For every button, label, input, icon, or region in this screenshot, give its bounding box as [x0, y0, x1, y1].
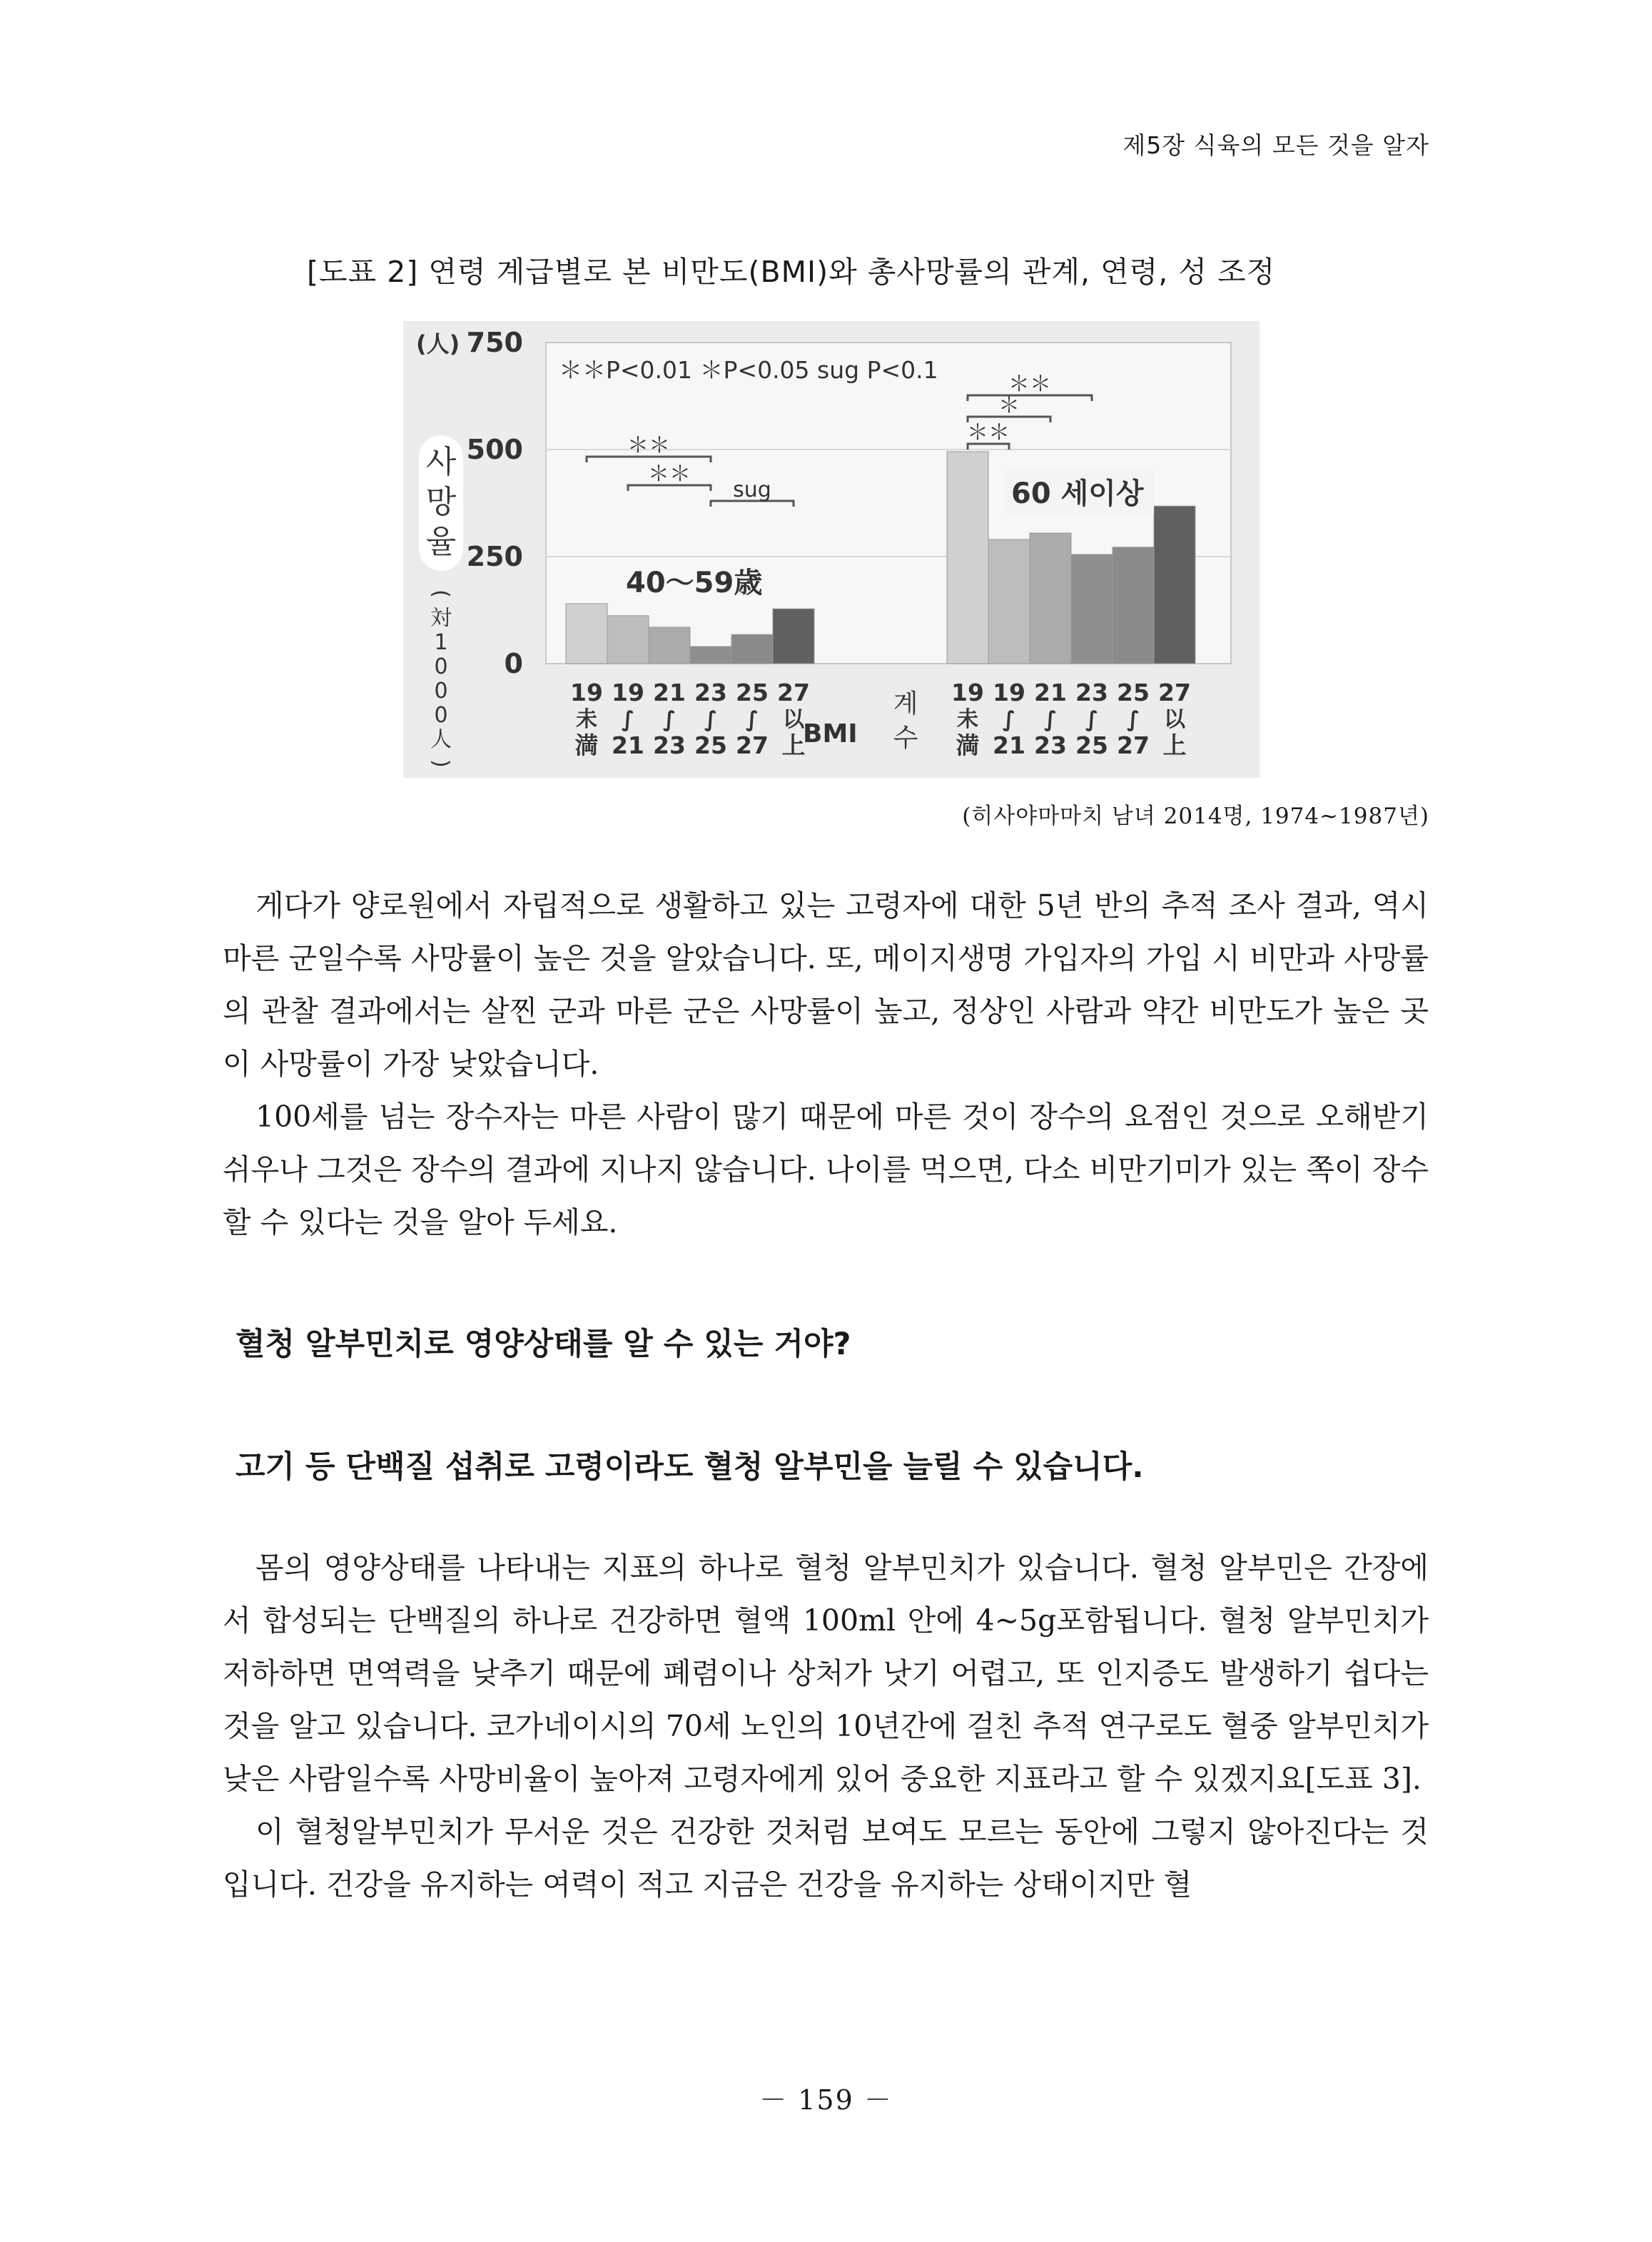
- x-tick-label: 未: [576, 707, 597, 732]
- x-axis-label: BMI: [803, 719, 858, 749]
- y-axis-label-char: 율: [425, 524, 457, 560]
- paragraph: 100세를 넘는 장수자는 마른 사람이 많기 때문에 마른 것이 장수의 요점인 것으로 오해받기 쉬우나 그것은 장수의 결과에 지나지 않습니다. 나이를 먹으면, 다소 비만기미가 있는 쪽이 장수할 수 있다는 것을 알아 두세요.: [223, 1100, 1429, 1239]
- x-tick-label: ∫: [1002, 707, 1016, 732]
- bar: [947, 452, 988, 664]
- y-tick-label: 250: [466, 541, 523, 572]
- bar: [607, 616, 649, 664]
- significance-label: ＊＊: [967, 420, 1010, 445]
- x-tick-label: 未: [957, 707, 978, 732]
- significance-label: ＊: [998, 393, 1020, 418]
- group-label: 60 세이상: [1011, 477, 1144, 510]
- significance-label: ＊＊: [648, 462, 691, 487]
- bar: [1030, 533, 1071, 664]
- y-axis-label-char: 사: [425, 444, 457, 480]
- x-tick-label: 以: [783, 707, 804, 732]
- figure-source: (히사야마마치 남녀 2014명, 1974~1987년): [962, 803, 1429, 829]
- x-tick-label: 27: [1158, 679, 1191, 706]
- x-tick-label: 25: [736, 679, 769, 706]
- x-tick-label: ∫: [1085, 707, 1099, 732]
- x-tick-label: ∫: [621, 707, 635, 732]
- significance-label: ＊＊: [1008, 372, 1051, 397]
- x-tick-label: 満: [574, 731, 599, 759]
- x-tick-label: 19: [570, 679, 603, 706]
- section-question-heading: 혈청 알부민치로 영양상태를 알 수 있는 거야?: [235, 1327, 851, 1362]
- y-axis-label-char: 망: [425, 484, 457, 520]
- bmi-mortality-chart: [403, 321, 1260, 778]
- y-axis-sublabel-char: 対: [430, 606, 452, 631]
- y-axis-sublabel-char: 1: [434, 630, 448, 655]
- bar: [1071, 554, 1113, 664]
- x-tick-label: 25: [1117, 679, 1150, 706]
- figure-caption: [도표 2] 연령 계급별로 본 비만도(BMI)와 총사망률의 관계, 연령, 성 조정: [307, 255, 1276, 289]
- section-answer-heading: 고기 등 단백질 섭취로 고령이라도 혈청 알부민을 늘릴 수 있습니다.: [235, 1449, 1144, 1485]
- y-axis-sublabel-char: ): [428, 759, 453, 768]
- bar: [773, 609, 814, 664]
- x-tick-label: 27: [1117, 731, 1150, 759]
- bar: [1113, 547, 1154, 664]
- x-tick-label: 19: [993, 679, 1025, 706]
- x-tick-label: 25: [1075, 731, 1108, 759]
- x-tick-label: 23: [1034, 731, 1067, 759]
- x-tick-label: 上: [1162, 731, 1187, 759]
- legend-significance: ＊＊P<0.01 ＊P<0.05 sug P<0.1: [559, 356, 938, 384]
- x-tick-label: 25: [694, 731, 727, 759]
- x-tick-label: 21: [612, 731, 644, 759]
- y-axis-sublabel-char: 0: [434, 703, 448, 728]
- x-tick-label: 27: [736, 731, 769, 759]
- chapter-header: 제5장 식육의 모든 것을 알자: [1123, 131, 1429, 159]
- x-tick-label: 19: [951, 679, 984, 706]
- y-axis-sublabel-char: 0: [434, 679, 448, 704]
- x-tick-label: 23: [1075, 679, 1108, 706]
- x-tick-label: 21: [1034, 679, 1067, 706]
- y-tick-label: 750: [466, 327, 523, 358]
- y-axis-sublabel-char: (: [428, 589, 453, 598]
- paragraph: 몸의 영양상태를 나타내는 지표의 하나로 혈청 알부민치가 있습니다. 혈청 알부민은 간장에서 합성되는 단백질의 하나로 건강하면 혈액 100ml 안에 4~5g포함됩니다. 혈청 알부민치가 저하하면 면역력을 낮추기 때문에 폐렴이나 상처가 낫기 어렵고, 또 인지증도 발생하기 쉽다는 것을 알고 있습니다. 코가네이시의 70세 노인의 10년간에 걸친 추적 연구로도 혈중 알부민치가 낮은 사람일수록 사망비율이 높아져 고령자에게 있어 중요한 지표라고 할 수 있겠지요[도표 3].: [223, 1551, 1429, 1796]
- page-number: － 159 －: [759, 2084, 893, 2116]
- bar: [690, 646, 731, 664]
- x-tick-label: 満: [956, 731, 980, 759]
- y-unit-label: (人): [416, 330, 460, 357]
- y-tick-label: 500: [466, 434, 523, 465]
- bar: [649, 627, 690, 664]
- middle-label-char: 계: [893, 689, 918, 719]
- x-tick-label: 上: [781, 731, 806, 759]
- x-tick-label: 23: [653, 731, 686, 759]
- bar: [566, 604, 607, 664]
- group-label: 40～59歳: [626, 567, 763, 599]
- y-axis-sublabel-char: 0: [434, 654, 448, 679]
- x-tick-label: ∫: [704, 707, 718, 732]
- significance-label: ＊＊: [627, 433, 670, 458]
- x-tick-label: 19: [612, 679, 644, 706]
- x-tick-label: ∫: [662, 707, 676, 732]
- x-tick-label: 以: [1164, 707, 1185, 732]
- x-tick-label: 27: [777, 679, 810, 706]
- y-tick-label: 0: [504, 648, 523, 679]
- body-paragraphs-1: [223, 879, 1429, 1249]
- x-tick-label: 21: [993, 731, 1025, 759]
- x-tick-label: 23: [694, 679, 727, 706]
- significance-label: sug: [733, 477, 771, 502]
- y-axis-sublabel-char: 人: [430, 727, 452, 752]
- x-tick-label: ∫: [1043, 707, 1058, 732]
- paragraph: 이 혈청알부민치가 무서운 것은 건강한 것처럼 보여도 모르는 동안에 그렇지 않아진다는 것입니다. 건강을 유지하는 여력이 적고 지금은 건강을 유지하는 상태이지만 혈: [223, 1815, 1429, 1902]
- x-tick-label: ∫: [1126, 707, 1140, 732]
- x-tick-label: 21: [653, 679, 686, 706]
- bar: [988, 539, 1030, 664]
- body-paragraphs-2: [223, 1541, 1429, 1911]
- middle-label-char: 수: [893, 724, 918, 753]
- x-tick-label: ∫: [745, 707, 759, 732]
- paragraph: 게다가 양로원에서 자립적으로 생활하고 있는 고령자에 대한 5년 반의 추적 조사 결과, 역시 마른 군일수록 사망률이 높은 것을 알았습니다. 또, 메이지생명 가입자의 가입 시 비만과 사망률의 관찰 결과에서는 살찐 군과 마른 군은 사망률이 높고, 정상인 사람과 약간 비만도가 높은 곳이 사망률이 가장 낮았습니다.: [223, 888, 1429, 1081]
- bar: [731, 634, 773, 664]
- bar: [1154, 506, 1195, 664]
